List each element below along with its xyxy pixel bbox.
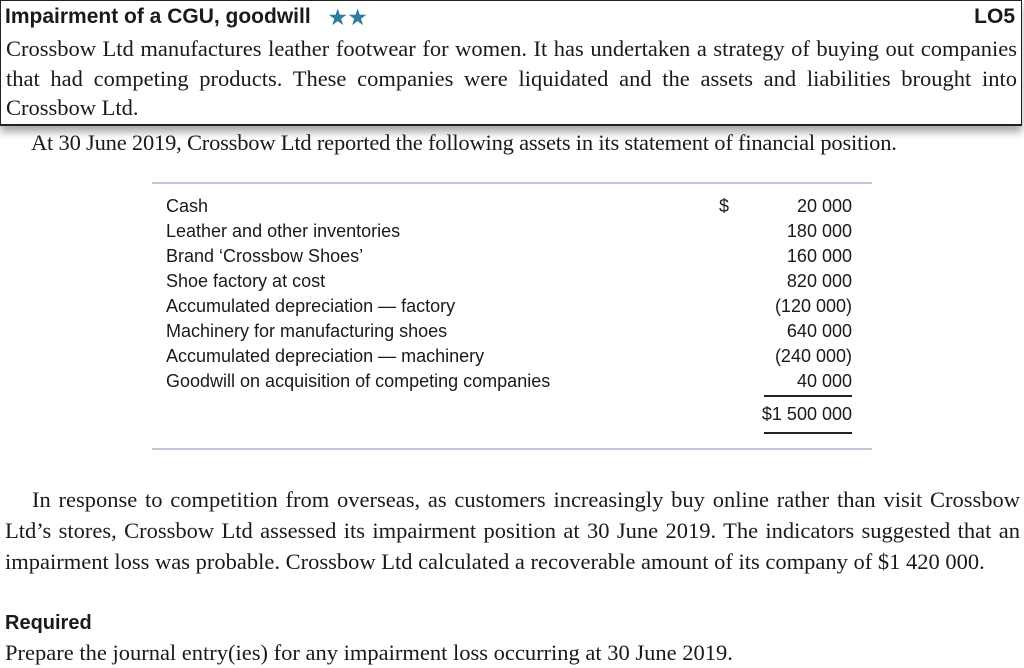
table-bottom-rule	[152, 448, 872, 450]
asset-amount: 40 000	[796, 371, 852, 391]
currency-symbol: $	[719, 196, 730, 216]
currency-symbol	[719, 244, 749, 269]
table-row	[166, 219, 866, 244]
asset-label: Leather and other inventories	[166, 221, 401, 241]
asset-amount: 640 000	[786, 321, 852, 341]
currency-symbol	[719, 344, 749, 369]
asset-label: Machinery for manufacturing shoes	[166, 321, 448, 341]
asset-label: Accumulated depreciation — factory	[166, 296, 456, 316]
asset-label: Cash	[166, 196, 209, 216]
assets-rows	[166, 194, 866, 394]
table-row	[166, 194, 866, 219]
assets-table	[152, 182, 872, 452]
currency-symbol	[719, 219, 749, 244]
assets-total-row	[166, 402, 866, 427]
required-text: Prepare the journal entry(ies) for any impairment loss occurring at 30 June 2019.	[5, 640, 733, 665]
problem-header-box	[0, 0, 1022, 126]
impairment-paragraph: In response to competition from overseas, as customers increasingly buy online rather than visit Crossbow Ltd’s stores, Crossbow Ltd assessed its impairment position at 30 June 2019. The indicators suggested that an impairment loss was probable. Crossbow Ltd calculated a recoverable amount of its company of $1 420 000.	[5, 487, 1020, 574]
lead-sentence: At 30 June 2019, Crossbow Ltd reported the following assets in its statement of financial position.	[31, 130, 897, 155]
table-row	[166, 269, 866, 294]
asset-label: Shoe factory at cost	[166, 271, 326, 291]
intro-paragraph: Crossbow Ltd manufactures leather footwear for women. It has undertaken a strategy of buying out companies that had competing products. These companies were liquidated and the assets and liabilities brought into Crossbow Ltd.	[6, 36, 1017, 120]
currency-symbol	[719, 319, 749, 344]
difficulty-stars-icon: ★★	[328, 6, 369, 29]
total-rule-above	[764, 395, 852, 397]
problem-title-bar	[5, 3, 1015, 31]
asset-amount: (120 000)	[774, 296, 852, 316]
asset-label: Brand ‘Crossbow Shoes’	[166, 246, 364, 266]
table-row	[166, 294, 866, 319]
table-row	[166, 319, 866, 344]
learning-objective-code: LO5	[974, 5, 1015, 28]
table-row	[166, 244, 866, 269]
problem-title: Impairment of a CGU, goodwill	[5, 5, 311, 28]
asset-label: Accumulated depreciation — machinery	[166, 346, 485, 366]
asset-amount: 180 000	[786, 221, 852, 241]
asset-amount: 160 000	[786, 246, 852, 266]
table-top-rule	[152, 182, 872, 184]
required-heading: Required	[5, 612, 92, 634]
currency-symbol	[719, 369, 749, 394]
asset-label: Goodwill on acquisition of competing companies	[166, 371, 551, 391]
total-rule-below	[764, 432, 852, 434]
asset-amount: 20 000	[796, 196, 852, 216]
table-row	[166, 369, 866, 394]
asset-amount: 820 000	[786, 271, 852, 291]
table-row	[166, 344, 866, 369]
asset-amount: (240 000)	[774, 346, 852, 366]
currency-symbol	[719, 269, 749, 294]
currency-symbol	[719, 294, 749, 319]
assets-total-value: $1 500 000	[761, 404, 852, 424]
